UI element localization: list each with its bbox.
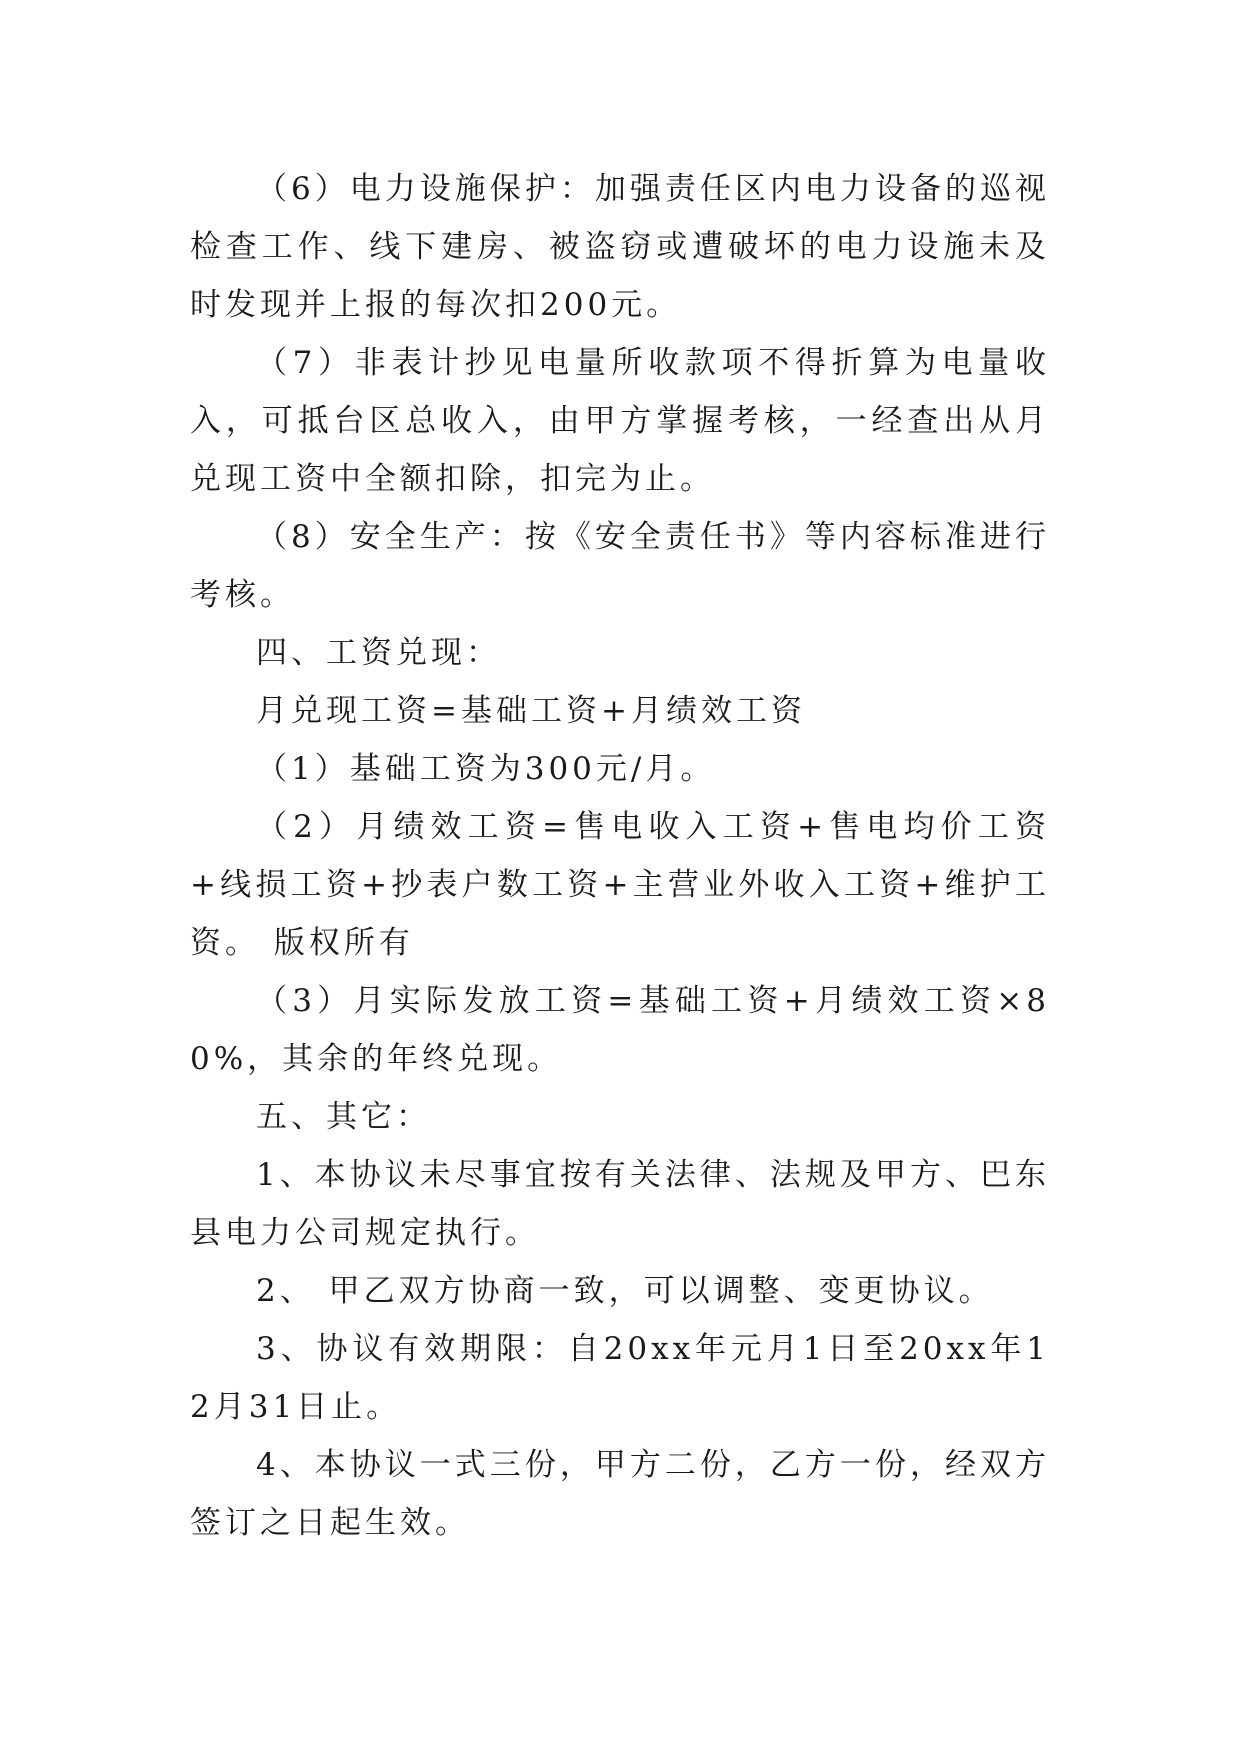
paragraph-performance-wage: （2）月绩效工资=售电收入工资+售电均价工资+线损工资+抄表户数工资+主营业外收入工资+维护工资。 版权所有 — [190, 809, 1050, 961]
section-heading-wage-payment: 四、工资兑现： — [256, 635, 501, 671]
paragraph-clause-3: 3、协议有效期限：自20xx年元月1日至20xx年12月31日止。 — [190, 1331, 1050, 1425]
paragraph-clause-1: 1、本协议未尽事宜按有关法律、法规及甲方、巴东县电力公司规定执行。 — [190, 1157, 1050, 1251]
paragraph-actual-wage: （3）月实际发放工资=基础工资+月绩效工资×80%，其余的年终兑现。 — [190, 983, 1050, 1077]
paragraph-base-wage: （1）基础工资为300元/月。 — [256, 751, 716, 787]
paragraph-clause-4: 4、本协议一式三份，甲方二份，乙方一份，经双方签订之日起生效。 — [190, 1447, 1050, 1541]
paragraph-non-metered-revenue: （7）非表计抄见电量所收款项不得折算为电量收入，可抵台区总收入，由甲方掌握考核，一经查出从月兑现工资中全额扣除，扣完为止。 — [190, 345, 1050, 497]
paragraph-monthly-wage-formula: 月兑现工资=基础工资+月绩效工资 — [256, 693, 806, 729]
paragraph-safety-production: （8）安全生产：按《安全责任书》等内容标准进行考核。 — [190, 519, 1050, 613]
paragraph-clause-2: 2、 甲乙双方协商一致，可以调整、变更协议。 — [256, 1273, 994, 1309]
document-body — [190, 160, 1050, 1552]
paragraph-power-facility-protection: （6）电力设施保护：加强责任区内电力设备的巡视检查工作、线下建房、被盗窃或遭破坏的电力设施未及时发现并上报的每次扣200元。 — [190, 171, 1050, 323]
section-heading-other: 五、其它： — [256, 1099, 431, 1135]
